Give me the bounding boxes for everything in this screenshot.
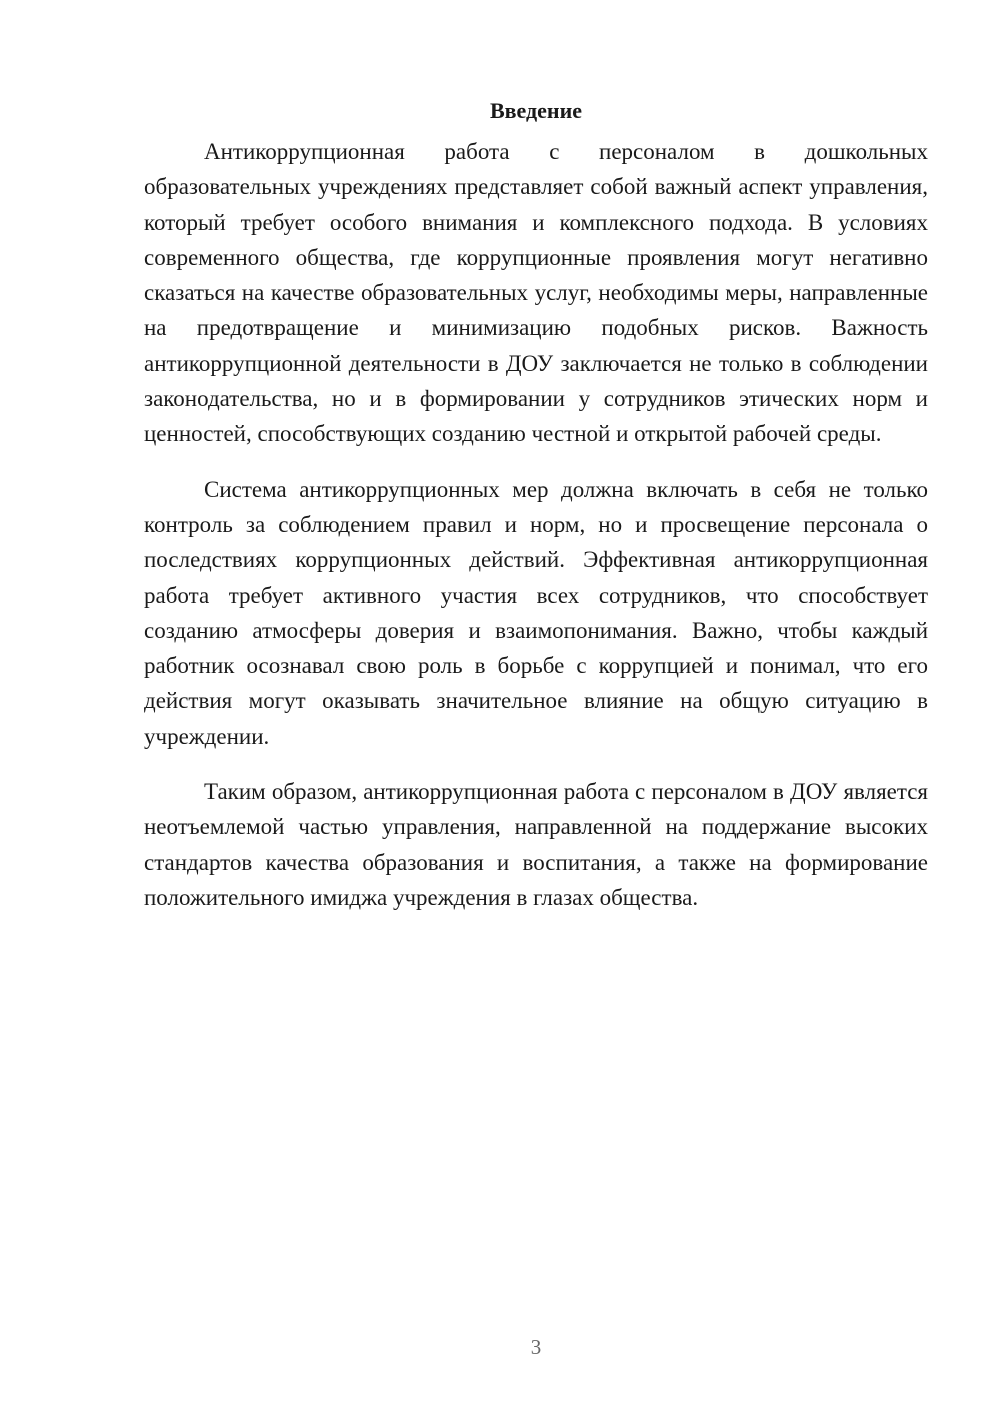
paragraph-2: Система антикоррупционных мер должна включать в себя не только контроль за соблюдением правил и норм, но и просвещение персонала о последствиях коррупционных действий. Эффективная антикоррупционная работа требует активного участия всех сотрудников, что способствует созданию атмосферы доверия и взаимопонимания. Важно, чтобы каждый работник осознавал свою роль в борьбе с коррупцией и понимал, что его действия могут оказывать значительное влияние на общую ситуацию в учреждении. xyxy=(144,476,928,749)
page-content xyxy=(144,96,928,935)
section-title: Введение xyxy=(489,98,583,123)
page-number: 3 xyxy=(530,1335,542,1359)
paragraph-3: Таким образом, антикоррупционная работа с персоналом в ДОУ является неотъемлемой частью управления, направленной на поддержание высоких стандартов качества образования и воспитания, а также на формирование положительного имиджа учреждения в глазах общества. xyxy=(144,779,928,910)
paragraph-1: Антикоррупционная работа с персоналом в дошкольных образовательных учреждениях представляет собой важный аспект управления, который требует особого внимания и комплексного подхода. В условиях современного общества, где коррупционные проявления могут негативно сказаться на качестве образовательных услуг, необходимы меры, направленные на предотвращение и минимизацию подобных рисков. Важность антикоррупционной деятельности в ДОУ заключается не только в соблюдении законодательства, но и в формировании у сотрудников этических норм и ценностей, способствующих созданию честной и открытой рабочей среды. xyxy=(144,139,928,447)
